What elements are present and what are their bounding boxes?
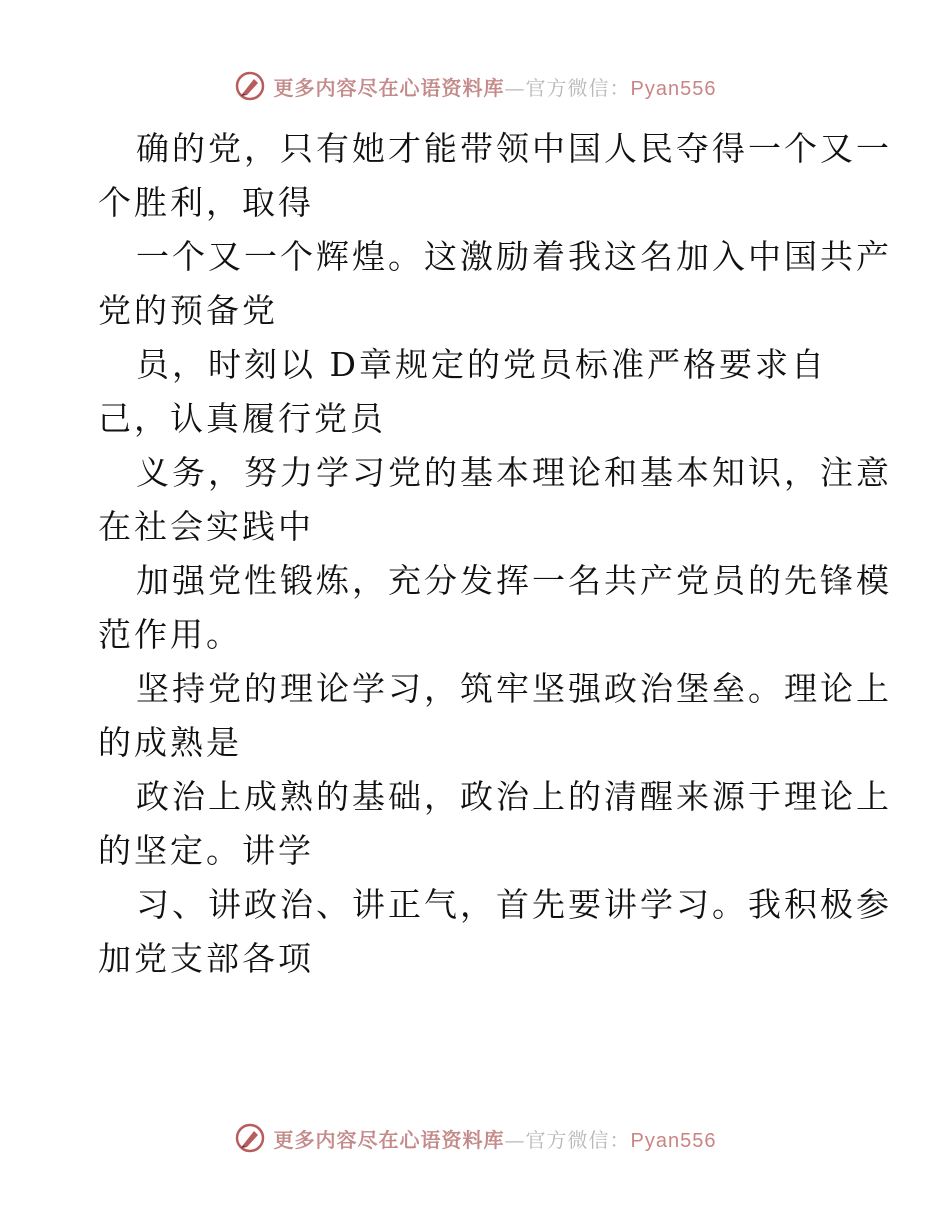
body-line: 个胜利，取得 (98, 183, 314, 222)
body-line: 政治上成熟的基础，政治上的清醒来源于理论上 (136, 777, 892, 816)
header-banner-text (274, 72, 717, 101)
pen-nib-circle-logo-icon (234, 70, 266, 102)
body-line: 党的预备党 (98, 291, 278, 330)
header-banner (0, 70, 950, 102)
body-line: 加党支部各项 (98, 939, 314, 978)
body-line: 员，时刻以 D章规定的党员标准严格要求自 (136, 345, 827, 384)
body-line: 范作用。 (98, 615, 242, 654)
body-line: 义务，努力学习党的基本理论和基本知识，注意 (136, 453, 892, 492)
footer-brand: 更多内容尽在心语资料库 (273, 1127, 505, 1152)
header-separator: — (504, 75, 526, 100)
body-line: 坚持党的理论学习，筑牢坚强政治堡垒。理论上 (136, 669, 892, 708)
footer-separator: — (504, 1127, 526, 1152)
body-line: 加强党性锻炼，充分发挥一名共产党员的先锋模 (136, 561, 892, 600)
pen-nib-circle-logo-icon (234, 1122, 266, 1154)
header-brand: 更多内容尽在心语资料库 (273, 75, 505, 100)
body-line: 的坚定。讲学 (98, 831, 314, 870)
body-line: 的成熟是 (98, 723, 242, 762)
footer-banner-text (274, 1124, 717, 1153)
body-line: 在社会实践中 (98, 507, 314, 546)
body-line: 确的党，只有她才能带领中国人民夺得一个又一 (136, 129, 892, 168)
footer-wechat-id: Pyan556 (630, 1129, 717, 1152)
document-body (98, 122, 892, 986)
footer-wechat-label: 官方微信： (525, 1127, 631, 1152)
body-line: 一个又一个辉煌。这激励着我这名加入中国共产 (136, 237, 892, 276)
header-wechat-id: Pyan556 (630, 77, 717, 100)
body-line: 习、讲政治、讲正气，首先要讲学习。我积极参 (136, 885, 892, 924)
body-line: 己，认真履行党员 (98, 399, 386, 438)
footer-banner (0, 1122, 950, 1154)
header-wechat-label: 官方微信： (525, 75, 631, 100)
